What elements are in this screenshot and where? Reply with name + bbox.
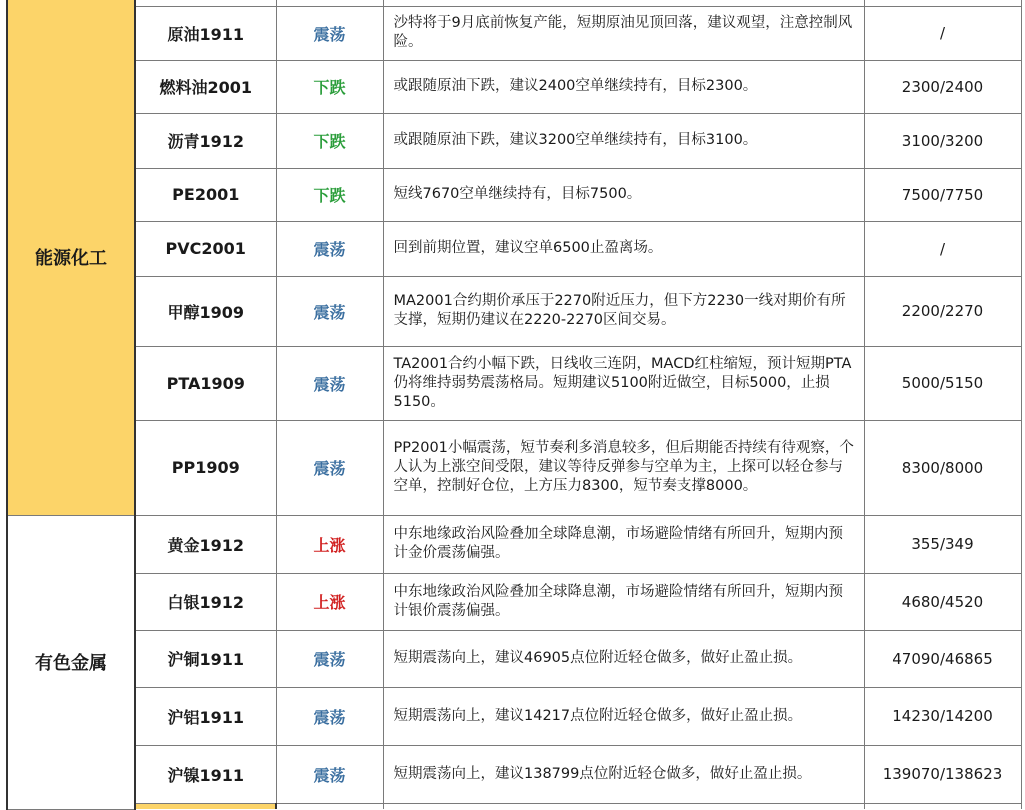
contract-cell: PVC2001 <box>135 221 276 276</box>
sector-cell-energy <box>7 0 135 515</box>
trend-cell: 震荡 <box>276 745 383 803</box>
contract-cell: PP1909 <box>135 420 276 515</box>
table-row <box>7 687 1021 745</box>
table-row <box>7 573 1021 630</box>
table-row <box>7 168 1021 221</box>
contract-cell: 原油1911 <box>135 6 276 60</box>
trend-cell: 上涨 <box>276 573 383 630</box>
target-cell: 14230/14200 <box>864 687 1021 745</box>
advice-cell: 短期震荡向上，建议46905点位附近轻仓做多，做好止盈止损。 <box>383 630 864 687</box>
trend-cell: 震荡 <box>276 221 383 276</box>
sector-label: 能源化工 <box>35 248 107 270</box>
advice-cell: 短期震荡向上，建议138799点位附近轻仓做多，做好止盈止损。 <box>383 745 864 803</box>
trend-cell: 下跌 <box>276 60 383 113</box>
contract-cell: PTA1909 <box>135 346 276 420</box>
advice-cell: 中东地缘政治风险叠加全球降息潮，市场避险情绪有所回升，短期内预计金价震荡偏强。 <box>383 515 864 573</box>
contract-cell: 黄金1912 <box>135 515 276 573</box>
target-cell: 139070/138623 <box>864 745 1021 803</box>
target-cell: 7500/7750 <box>864 168 1021 221</box>
target-cell: 8300/8000 <box>864 420 1021 515</box>
table-row <box>7 420 1021 515</box>
advice-cell: 短线7670空单继续持有，目标7500。 <box>383 168 864 221</box>
sector-cell-next <box>135 803 276 809</box>
table-row <box>7 60 1021 113</box>
target-cell: 3100/3200 <box>864 113 1021 168</box>
table-row <box>7 276 1021 346</box>
contract-cell: 白银1912 <box>135 573 276 630</box>
trend-cell: 震荡 <box>276 276 383 346</box>
trend-cell: 上涨 <box>276 515 383 573</box>
advice-cell: 或跟随原油下跌，建议2400空单继续持有，目标2300。 <box>383 60 864 113</box>
sector-cell-metal <box>7 515 135 809</box>
table-row <box>7 515 1021 573</box>
table-row <box>7 6 1021 60</box>
table-row <box>7 113 1021 168</box>
contract-cell: 沪镍1911 <box>135 745 276 803</box>
table-row <box>7 221 1021 276</box>
target-cell: 355/349 <box>864 515 1021 573</box>
contract-cell: PE2001 <box>135 168 276 221</box>
advice-cell: MA2001合约期价承压于2270附近压力，但下方2230一线对期价有所支撑，短期仍建议在2220-2270区间交易。 <box>383 276 864 346</box>
sector-label: 有色金属 <box>35 653 107 674</box>
trend-cell: 下跌 <box>276 168 383 221</box>
strategy-table <box>6 0 1022 810</box>
target-cell: 4680/4520 <box>864 573 1021 630</box>
contract-cell: 沪铜1911 <box>135 630 276 687</box>
advice-cell: TA2001合约小幅下跌，日线收三连阴，MACD红柱缩短，预计短期PTA仍将维持弱势震荡格局。短期建议5100附近做空，目标5000，止损5150。 <box>383 346 864 420</box>
trend-cell: 震荡 <box>276 420 383 515</box>
advice-cell: 中东地缘政治风险叠加全球降息潮，市场避险情绪有所回升，短期内预计银价震荡偏强。 <box>383 573 864 630</box>
advice-cell: 或跟随原油下跌，建议3200空单继续持有，目标3100。 <box>383 113 864 168</box>
target-cell: / <box>864 6 1021 60</box>
table-row-cut-bottom <box>7 803 1021 809</box>
trend-cell: 下跌 <box>276 113 383 168</box>
table-row <box>7 745 1021 803</box>
advice-cell: 回到前期位置，建议空单6500止盈离场。 <box>383 221 864 276</box>
advice-cell: 沙特将于9月底前恢复产能，短期原油见顶回落，建议观望，注意控制风险。 <box>383 6 864 60</box>
contract-cell: 燃料油2001 <box>135 60 276 113</box>
contract-cell: 沥青1912 <box>135 113 276 168</box>
trend-cell: 震荡 <box>276 630 383 687</box>
trend-cell: 震荡 <box>276 346 383 420</box>
contract-cell: 沪铝1911 <box>135 687 276 745</box>
target-cell: 2200/2270 <box>864 276 1021 346</box>
trend-cell: 震荡 <box>276 6 383 60</box>
target-cell: 2300/2400 <box>864 60 1021 113</box>
advice-cell: 短期震荡向上，建议14217点位附近轻仓做多，做好止盈止损。 <box>383 687 864 745</box>
trend-cell: 震荡 <box>276 687 383 745</box>
table-row <box>7 346 1021 420</box>
advice-cell: PP2001小幅震荡，短节奏利多消息较多，但后期能否持续有待观察，个人认为上涨空间受限，建议等待反弹参与空单为主，上探可以轻仓参与空单，控制好仓位，上方压力8300，短节奏支撑8000。 <box>383 420 864 515</box>
target-cell: 5000/5150 <box>864 346 1021 420</box>
target-cell: / <box>864 221 1021 276</box>
target-cell: 47090/46865 <box>864 630 1021 687</box>
contract-cell: 甲醇1909 <box>135 276 276 346</box>
table-row <box>7 630 1021 687</box>
